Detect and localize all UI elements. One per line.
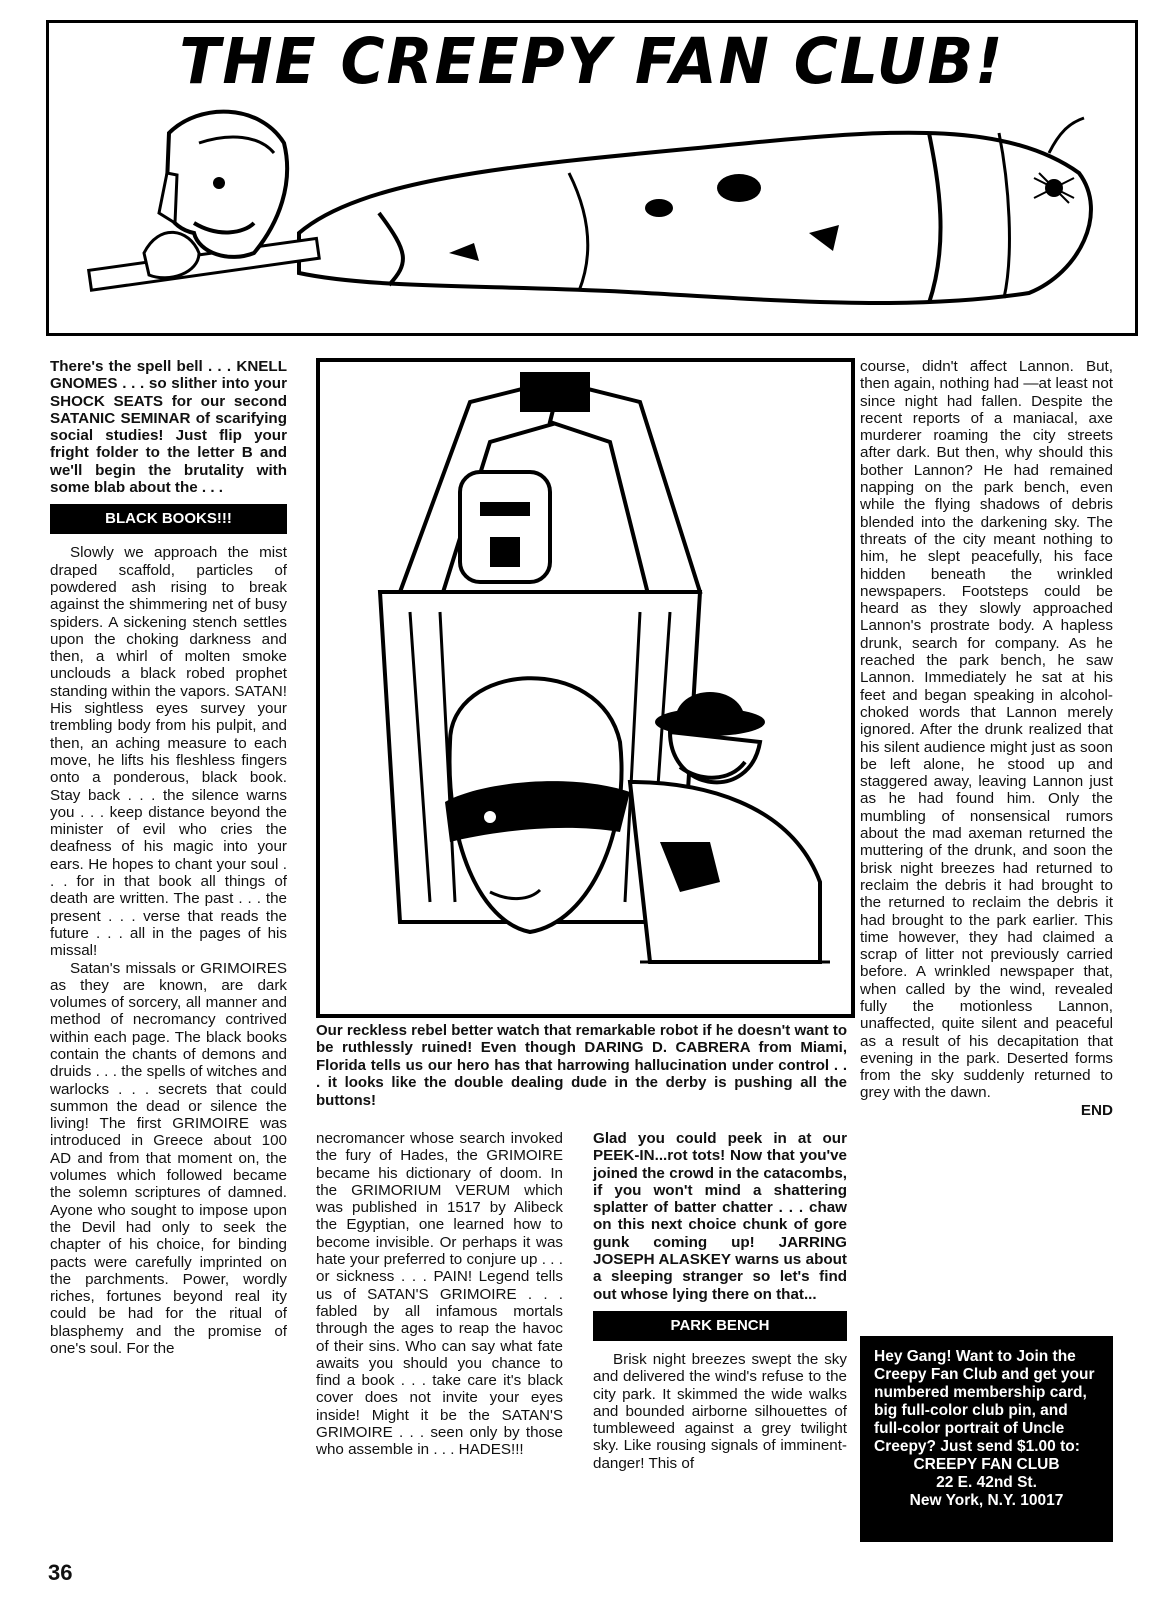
illustration-caption: Our reckless rebel better watch that remarkable robot if he doesn't want to be ruthlessly ruined! Even though DARING D. CABRERA from Miami, Florida tells us our hero has that harrowing hallucination under control . . . it looks like the double dealing dude in the derby is pushing all the buttons! (316, 1022, 847, 1109)
ad-address-line-3: New York, N.Y. 10017 (909, 1492, 1064, 1509)
column-2b (593, 1130, 847, 1472)
page-title: THE CREEPY FAN CLUB! (179, 25, 1005, 99)
column-1 (50, 358, 287, 1357)
robot-hero-drawing (320, 362, 851, 1014)
header-banner (46, 20, 1138, 336)
comic-illustration (316, 358, 855, 1018)
ad-address-line-2: 22 E. 42nd St. (936, 1474, 1037, 1491)
ad-text: Hey Gang! Want to Join the Creepy Fan Club and get your numbered membership card, big full-color club pin, and full-color portrait of Uncle Creepy? Just send $1.00 to: (874, 1348, 1095, 1455)
park-bench-continuation: course, didn't affect Lannon. But, then again, nothing had —at least not since night had fallen. Despite the recent reports of a maniacal, axe murderer roaming the city streets after dark. But then, why should this bother Lannon? He had remained napping on the park bench, even while the flying shadows of debris blended into the darkening sky. The threats of the city meant nothing to him, he slept peacefully, his face hidden beneath the wrinkled newspapers. Footsteps could be heard as they slowly approached Lannon's prostrate body. A hapless drunk, search for company. As he reached the park bench, he saw Lannon. Immediately he sat at his feet and began speaking in alcohol-choked words that Lannon merely ignored. After the drunk realized that his silent audience might just as soon be left alone, he stood up and staggered away, leaving Lannon just as he had found him. Only the mumbling of nonsensical rumors about the mad axeman returned the muttering of the drunk, and soon the brisk night breezes had returned to reclaim the debris it had brought to the returned to reclaim the debris it had brought to the park earlier. This time however, they had claimed a scrap of litter not previously carried before. A wrinkled newspaper that, when called by the wind, revealed fully the motionless Lannon, unaffected, quite silent and peaceful as a result of his decapitation that evening in the park. Deserted forms from the sky suddenly returned to grey with the dawn. (860, 358, 1113, 1102)
column-3 (860, 358, 1113, 1119)
ad-address-line-1: CREEPY FAN CLUB (913, 1456, 1060, 1473)
grimoire-continuation: necromancer whose search invoked the fury of Hades, the GRIMOIRE became his dictionary of doom. In the GRIMORIUM VERUM which was published in 1517 by Alibeck the Egyptian, one learned how to become invisible. Or perhaps it was hate your preferred to conjure up . . . or sickness . . . PAIN! Legend tells us of SATAN'S GRIMOIRE . . . fabled by all infamous mortals through the ages to reap the havoc of their sins. Who can say what fate awaits you should you chance to find a book . . . take care it's black cover does not invite your eyes inside! Might it be the SATAN'S GRIMOIRE . . . seen only by those who assemble in . . . HADES!!! (316, 1130, 563, 1459)
section-heading-black-books: BLACK BOOKS!!! (50, 504, 287, 534)
intro-text: There's the spell bell . . . KNELL GNOMES . . . so slither into your SHOCK SEATS for our second SATANIC SEMINAR of scarifying social studies! Just flip your fright folder to the letter B and we'll begin the brutality with some blab about the . . . (50, 358, 287, 497)
black-books-paragraph-1: Slowly we approach the mist draped scaffold, particles of powdered ash rising to break against the shimmering net of busy spiders. A sickening stench settles upon the choking darkness and then, a whirl of molten smoke unclouds a black robed prophet standing within the vapors. SATAN! His sightless eyes survey your trembling body from his pulpit, and then, an aching measure to each move, he lifts his fleshless fingers onto a ponderous, black book. Stay back . . . the silence warns you . . . keep distance beyond the minister of evil who cries the deafness of his magic into your ears. He hopes to chant your soul . . . for in that book all things of death are written. The past . . . the present . . . verse that reads the future . . . all in the pages of his missal! (50, 544, 287, 960)
end-marker: END (1080, 1101, 1113, 1119)
black-books-paragraph-2: Satan's missals or GRIMOIRES as they are known, are dark volumes of sorcery, all manner and method of necromancy contrived within each page. The black books contain the chants of demons and druids . . . the spells of witches and warlocks . . . secrets that could summon the dead or silence the living! The first GRIMOIRE was introduced in Greece about 100 AD and from that moment on, the volumes which followed became the solemn scriptures of damned. Ayone who sought to impose upon the Devil had only to seek the chapter of his choice, for binding pacts were carefully imprinted on the parchments. Power, wordly riches, fortunes beyond real ity could be had for the ritual of blasphemy and the promise of one's soul. For the (50, 959, 287, 1358)
section-heading-park-bench: PARK BENCH (593, 1311, 847, 1341)
park-bench-paragraph-1: Brisk night breezes swept the sky and delivered the wind's refuse to the city park. It skimmed the wide walks and bounded airborne silhouettes of tumbleweed against a grey twilight sky. Like rousing signals of imminent-danger! This of (593, 1350, 847, 1472)
fan-club-ad-box (860, 1336, 1113, 1542)
page-number: 36 (48, 1560, 73, 1585)
park-bench-intro: Glad you could peek in at our PEEK-IN...rot tots! Now that you've joined the crowd in the catacombs, if you won't mind a shattering splatter of batter chatter . . . chaw on this next choice chunk of gore gunk coming up! JARRING JOSEPH ALASKEY warns us about a sleeping stranger so let's find out whose lying there on that... (593, 1130, 847, 1303)
header-illustration (49, 23, 1135, 333)
column-2a (316, 1130, 563, 1459)
